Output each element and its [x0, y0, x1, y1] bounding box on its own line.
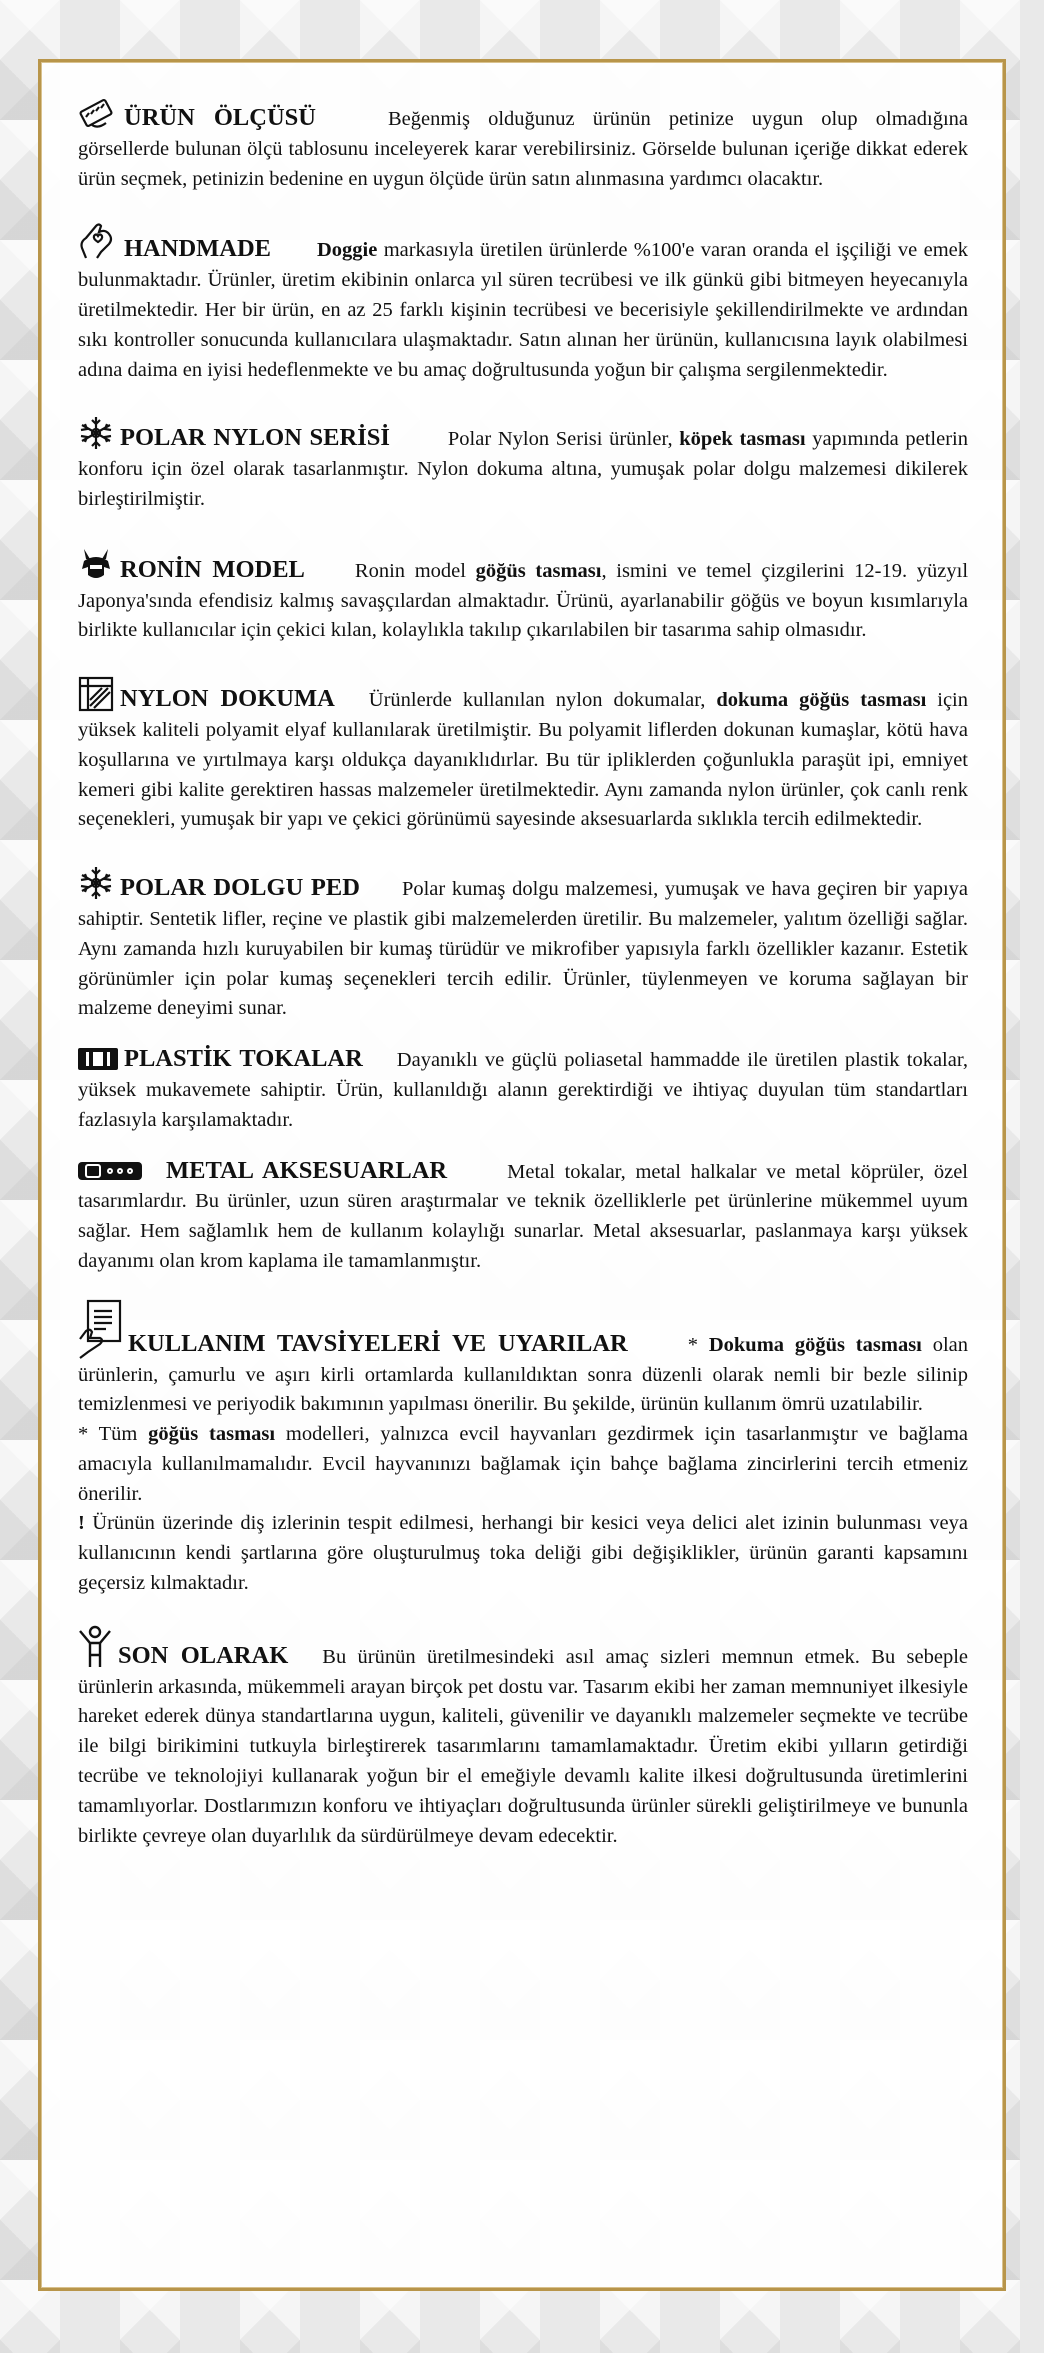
bold-term: göğüs tasması	[475, 559, 602, 582]
section-heading: NYLON DOKUMA	[120, 685, 335, 713]
section-polar-dolgu	[78, 865, 968, 1024]
section-ronin	[78, 545, 968, 646]
section-kullanim	[78, 1299, 968, 1599]
bold-term: dokuma göğüs tasması	[716, 689, 927, 712]
metal-collar-icon	[78, 1158, 142, 1184]
section-handmade	[78, 218, 968, 385]
section-heading: SON OLARAK	[118, 1641, 289, 1669]
section-text-after: için yüksek kaliteli polyamit elyaf kullanılarak üretilmiştir. Bu polyamit liflerden dokunan kumaşlar, kötü hava koşullarına ve yırtılmaya karşı oldukça dayanıklıdırlar. Bu tür ipliklerden çoğunlukla paraşüt ipi, emniyet kemeri gibi kalite gerektiren hassas malzemeler üretilmektedir. Aynı zamanda nylon ürünler, çok canlı renk seçenekleri, yumuşak bir yapı ve çekici görünümü sayesinde aksesuarlarda sıklıkla tercih edilmektedir.	[78, 689, 969, 831]
section-nylon-dokuma	[78, 676, 968, 835]
section-text-after: , ismini ve temel çizgilerini 12-19. yüzyıl Japonya'sında efendisiz kalmış savaşçılardan almaktadır. Ürünü, ayarlanabilir göğüs ve boyun kısımlarıyla birlikte kullanıcılar için çekici kılan, kolaylıkla takılıp çıkarılabilen bir tasarıma sahip olmasıdır.	[78, 559, 969, 642]
bold-term: Dokuma göğüs tasması	[708, 1333, 922, 1356]
samurai-helmet-icon	[78, 545, 114, 583]
section-heading: PLASTİK TOKALAR	[124, 1045, 363, 1073]
fabric-roll-icon	[78, 676, 114, 712]
section-plastik-tokalar	[78, 1044, 968, 1135]
section-text: Polar kumaş dolgu malzemesi, yumuşak ve hava geçiren bir yapıya sahiptir. Sentetik lifler, reçine ve plastik gibi malzemelerden üretilir. Bu malzemeler, yalıtım özelliği sağlar. Aynı zamanda hızlı kuruyabilen bir kumaş türüdür ve mikrofiber yapısıyla farklı özellikler kazanır. Estetik görünümler için polar kumaş seçenekleri tercih edilir. Ürünler, tüylenmeyen ve koruma sağlayan bir malzeme deneyimi sunar.	[78, 878, 969, 1020]
section-son-olarak	[78, 1625, 968, 1852]
section-text-before: Polar Nylon Serisi ürünler,	[447, 428, 673, 451]
section-heading: HANDMADE	[124, 235, 271, 263]
section-heading: POLAR NYLON SERİSİ	[120, 424, 390, 452]
warning-star: *	[687, 1333, 699, 1356]
section-text-after: yapımında petlerin konforu için özel olarak tasarlanmıştır. Nylon dokuma altına, yumuşak polar dolgu malzemesi dikilerek birleştirilmiştir.	[78, 428, 968, 510]
section-urun-olcusu	[78, 97, 968, 194]
section-heading: POLAR DOLGU PED	[120, 874, 360, 902]
ruler-paper-icon	[78, 97, 118, 131]
happy-person-icon	[78, 1625, 112, 1669]
section-heading: METAL AKSESUARLAR	[166, 1156, 448, 1184]
plastic-buckle-icon	[78, 1046, 118, 1072]
brand-name: Doggie	[317, 239, 378, 262]
clipboard-hand-icon	[78, 1299, 122, 1359]
paragraph-text: Ürünün üzerinde diş izlerinin tespit edilmesi, herhangi bir kesici veya delici alet izinin bulunması veya kullanıcının kendi şartlarına göre oluşturulmuş toka deliği gibi değişiklikler, ürünün garanti kapsamını geçersiz kılmaktadır.	[78, 1512, 969, 1595]
snowflake-icon	[78, 865, 114, 901]
section-heading: ÜRÜN ÖLÇÜSÜ	[124, 104, 316, 131]
warning-mark: !	[78, 1512, 85, 1535]
paragraph-text: modelleri, yalnızca evcil hayvanları gezdirmek için tasarlanmıştır ve bağlama amacıyla kullanılmamalıdır. Evcil hayvanınızı bağlamak için bahçe bağlama zincirlerini tercih etmeniz önerilir.	[78, 1423, 969, 1505]
section-text: Dayanıklı ve güçlü poliasetal hammadde ile üretilen plastik tokalar, yüksek mukavemete sahiptir. Ürün, kullanıldığı alanın gerektirdiği ve ihtiyaç duyulan tüm standartları fazlasıyla karşılamaktadır.	[78, 1049, 968, 1131]
section-text: markasıyla üretilen ürünlerde %100'e varan oranda el işçiliği ve emek bulunmaktadır. Ürünler, üretim ekibinin onlarca yıl süren tecrübesi ve ilk günkü gibi bitmeyen heyecanıyla üretilmektedir. Her bir ürün, en az 25 farklı kişinin tecrübesi ve becerisiyle şekillendirilmekte ve ardından sıkı kontroller sonucunda kullanıcılara ulaşmaktadır. Satın alınan her ürünün, kullanıcısına layık olabilmesi adına daima en iyisi hedeflenmekte ve bu amaç doğrultusunda yoğun bir çalışma sergilenmektedir.	[78, 239, 968, 381]
bold-term: göğüs tasması	[148, 1423, 276, 1446]
section-text-before: Ronin model	[354, 559, 466, 582]
hand-heart-icon	[78, 218, 118, 262]
content-frame	[38, 59, 1006, 2291]
section-text-before: Ürünlerde kullanılan nylon dokumalar,	[368, 689, 706, 712]
section-text: Beğenmiş olduğunuz ürünün petinize uygun olup olmadığına görsellerde bulunan ölçü tablosunu inceleyerek karar verebilirsiniz. Görselde bulunan içeriğe dikkat ederek ürün seçmek, petinizin bedenine en uygun ölçüde ürün satın alınmasına yardımcı olacaktır.	[78, 108, 968, 190]
section-text: Bu ürünün üretilmesindeki asıl amaç sizleri memnun etmek. Bu sebeple ürünlerin arkasında, mükemmeli arayan birçok pet dostu var. Tasarım ekibi her zaman memnuniyet ilkesiyle hareket ederek dünya standartlarına uygun, kaliteli, güvenilir ve dayanıklı malzemeler seçmekte ve tecrübe ile bilgi birikimini tutkuyla birleştirerek tasarımlarını tamamlamaktadır. Üretim ekibi yılların getirdiği tecrübe ve teknolojiyi kullanarak yoğun bir el emeğiyle devamlı kalite ilkesi doğrultusunda üretimlerini tamamlıyorlar. Dostlarımızın konforu ve ihtiyaçları doğrultusunda ürünler sürekli geliştirilmeye ve bununla birlikte çevreye olan duyarlılık da sürdürülmeye devam edecektir.	[78, 1645, 969, 1847]
warning-star: * Tüm	[78, 1423, 138, 1446]
bold-term: köpek tasması	[679, 428, 806, 451]
section-polar-nylon	[78, 415, 968, 514]
content-column	[78, 97, 968, 1851]
section-heading: RONİN MODEL	[120, 555, 305, 583]
paragraph-text: olan ürünlerin, çamurlu ve aşırı kirli ortamlarda kullanıldıktan sonra düzenli olarak nemli bir bezle silinip temizlenmesi ve periyodik bakımının yapılması önerilir. Bu şekilde, ürünün kullanım ömrü uzatılabilir.	[78, 1333, 968, 1416]
snowflake-icon	[78, 415, 114, 451]
section-text: Metal tokalar, metal halkalar ve metal köprüler, özel tasarımlardır. Bu ürünler, uzun süren araştırmalar ve teknik özelliklerle pet ürünlerine mükemmel uyum sağlar. Hem sağlamlık hem de kullanım kolaylığı sunarlar. Metal aksesuarlar, paslanmaya karşı yüksek dayanımı olan krom kaplama ile tamamlanmıştır.	[78, 1160, 968, 1272]
section-heading: KULLANIM TAVSİYELERİ VE UYARILAR	[128, 1329, 628, 1357]
section-metal-aksesuarlar	[78, 1156, 968, 1277]
